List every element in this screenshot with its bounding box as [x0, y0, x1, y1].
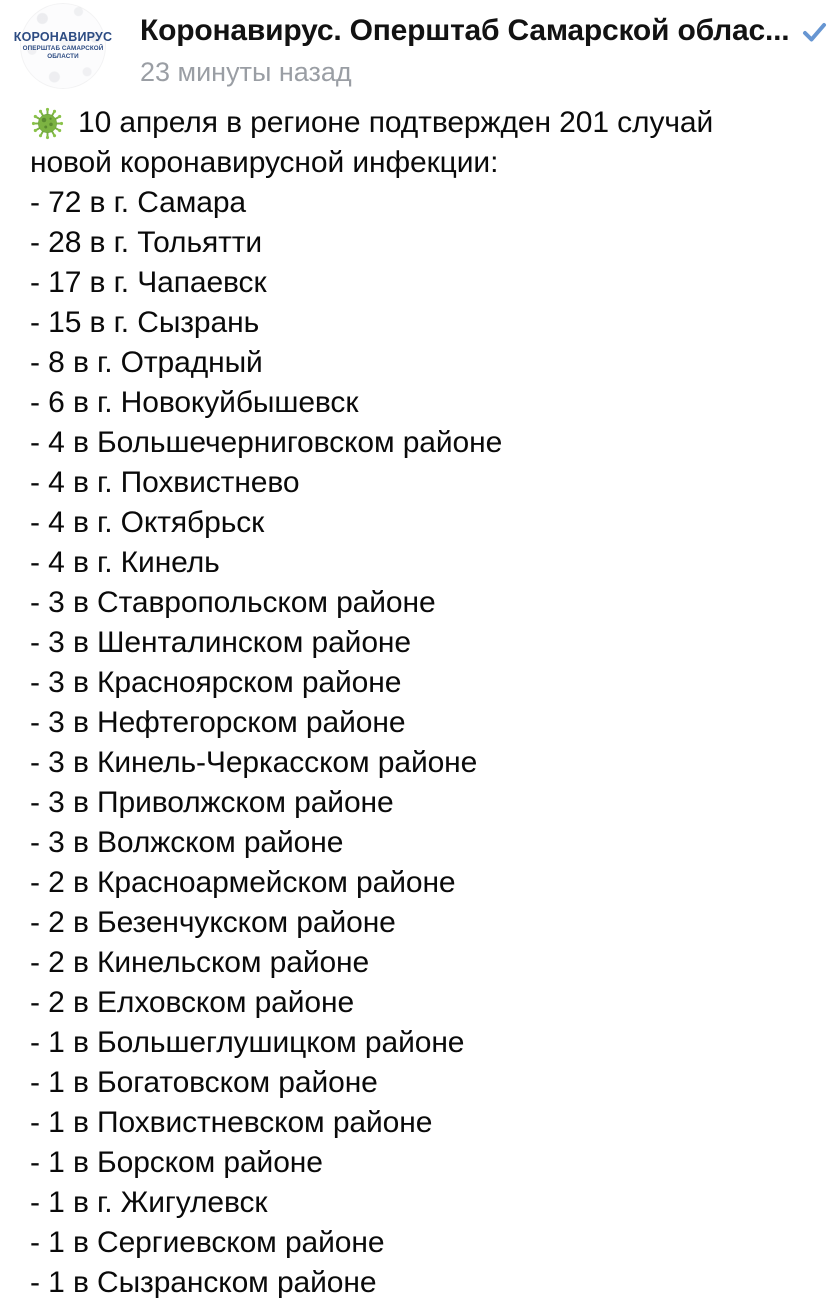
post-body	[0, 103, 828, 1303]
avatar-logo-line1: КОРОНАВИРУС	[13, 29, 113, 44]
list-item: - 1 в г. Жигулевск	[30, 1186, 268, 1219]
list-item: - 3 в Волжском районе	[30, 826, 344, 859]
community-name-link[interactable]: Коронавирус. Оперштаб Самарской облас...	[140, 14, 790, 47]
list-item: - 6 в г. Новокуйбышевск	[30, 386, 359, 419]
avatar-logo-line2: ОПЕРШТАБ САМАРСКОЙ ОБЛАСТИ	[22, 44, 104, 60]
list-item: - 8 в г. Отрадный	[30, 346, 263, 379]
list-item: - 3 в Красноярском районе	[30, 666, 402, 699]
list-item: - 72 в г. Самара	[30, 186, 247, 219]
verified-checkmark-icon	[801, 19, 828, 46]
post-timestamp[interactable]: 23 минуты назад	[140, 57, 352, 87]
list-item: - 3 в Нефтегорском районе	[30, 706, 406, 739]
list-item: - 4 в г. Похвистнево	[30, 466, 300, 499]
list-item: - 2 в Безенчукском районе	[30, 906, 396, 939]
list-item: - 28 в г. Тольятти	[30, 226, 263, 259]
list-item: - 1 в Сызранском районе	[30, 1266, 377, 1299]
community-avatar[interactable]	[13, 3, 113, 89]
list-item: - 4 в г. Кинель	[30, 546, 220, 579]
list-item: - 4 в г. Октябрьск	[30, 506, 265, 539]
post-intro-line2: новой коронавирусной инфекции:	[30, 146, 499, 179]
post-header	[0, 0, 828, 89]
list-item: - 1 в Похвистневском районе	[30, 1106, 433, 1139]
post-intro-text1: 10 апреля в регионе подтвержден 201 случай	[78, 106, 714, 139]
header-info	[140, 3, 808, 88]
list-item: - 1 в Большеглушицком районе	[30, 1026, 465, 1059]
post-intro-line1	[30, 103, 800, 143]
community-name-row	[140, 14, 808, 48]
list-item: - 3 в Ставропольском районе	[30, 586, 436, 619]
list-item: - 3 в Кинель-Черкасском районе	[30, 746, 478, 779]
list-item: - 2 в Кинельском районе	[30, 946, 370, 979]
list-item: - 2 в Красноармейском районе	[30, 866, 456, 899]
list-item: - 3 в Шенталинском районе	[30, 626, 411, 659]
list-item: - 4 в Большечерниговском районе	[30, 426, 503, 459]
list-item: - 17 в г. Чапаевск	[30, 266, 267, 299]
list-item: - 1 в Сергиевском районе	[30, 1226, 385, 1259]
list-item: - 15 в г. Сызрань	[30, 306, 260, 339]
list-item: - 3 в Приволжском районе	[30, 786, 394, 819]
list-item: - 2 в Елховском районе	[30, 986, 355, 1019]
microbe-icon	[30, 106, 65, 141]
list-item: - 1 в Богатовском районе	[30, 1066, 378, 1099]
list-item: - 1 в Борском районе	[30, 1146, 323, 1179]
